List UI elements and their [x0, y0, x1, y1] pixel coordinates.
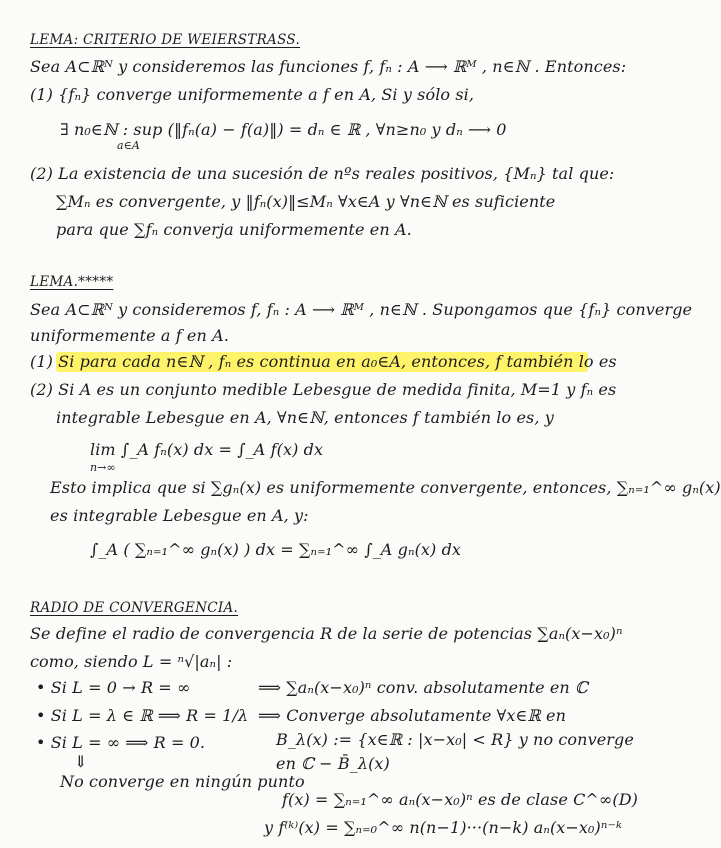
- lema-weierstrass-item-2-cont: ∑Mₙ es convergente, y ‖fₙ(x)‖≤Mₙ ∀x∈A y ∀n∈ℕ es suficiente: [56, 192, 556, 211]
- radio-case-1: • Si L = 0 → R = ∞: [36, 678, 191, 697]
- radio-title: RADIO DE CONVERGENCIA.: [30, 600, 239, 616]
- radio-line-2: como, siendo L = ⁿ√|aₙ| :: [30, 652, 233, 671]
- radio-case-2-ball: B_λ(x) := {x∈ℝ : |x−x₀| < R} y no converge: [276, 730, 634, 749]
- lema-2-line-1: Sea A⊂ℝᴺ y consideremos f, fₙ : A ⟶ ℝᴹ , n∈ℕ . Supongamos que {fₙ} converge: [30, 300, 693, 319]
- radio-case-3-result: No converge en ningún punto: [60, 772, 305, 791]
- radio-derivative-formula: y f⁽ᵏ⁾(x) = ∑ₙ₌₀^∞ n(n−1)···(n−k) aₙ(x−x₀)ⁿ⁻ᵏ: [264, 818, 622, 837]
- lema-weierstrass-item-2: (2) La existencia de una sucesión de nºs reales positivos, {Mₙ} tal que:: [30, 164, 615, 183]
- lema-weierstrass-line-1: Sea A⊂ℝᴺ y consideremos las funciones f, fₙ : A ⟶ ℝᴹ , n∈ℕ . Entonces:: [30, 57, 627, 76]
- radio-case-1-result: ⟹ ∑aₙ(x−x₀)ⁿ conv. absolutamente en ℂ: [258, 678, 588, 697]
- lema-weierstrass-item-1: (1) {fₙ} converge uniformemente a f en A, Si y sólo si,: [30, 85, 475, 104]
- lema-2-title: LEMA.*****: [30, 274, 114, 290]
- lema-2-limit-subscript: n→∞: [90, 461, 116, 474]
- radio-case-2: • Si L = λ ∈ ℝ ⟹ R = 1/λ: [36, 706, 249, 725]
- radio-case-2-result: ⟹ Converge absolutamente ∀x∈ℝ en: [258, 706, 566, 725]
- implies-down-arrow: ⇓: [74, 752, 88, 771]
- lema-2-line-integrable: es integrable Lebesgue en A, y:: [50, 506, 309, 525]
- lema-2-item-2-cont: integrable Lebesgue en A, ∀n∈ℕ, entonces f también lo es, y: [56, 408, 554, 427]
- lema-weierstrass-title: LEMA: CRITERIO DE WEIERSTRASS.: [30, 32, 301, 48]
- lema-2-line-2: uniformemente a f en A.: [30, 326, 229, 345]
- lema-2-line-implica: Esto implica que si ∑gₙ(x) es uniformemente convergente, entonces, ∑ₙ₌₁^∞ gₙ(x): [50, 478, 721, 497]
- lema-2-item-2: (2) Si A es un conjunto medible Lebesgue de medida finita, M=1 y fₙ es: [30, 380, 617, 399]
- radio-case-3: • Si L = ∞ ⟹ R = 0.: [36, 733, 206, 752]
- lema-2-integral-series-formula: ∫_A ( ∑ₙ₌₁^∞ gₙ(x) ) dx = ∑ₙ₌₁^∞ ∫_A gₙ(x) dx: [90, 540, 462, 559]
- radio-case-2-complement: en ℂ − B̄_λ(x): [276, 754, 390, 773]
- lema-2-limit-formula: lim ∫_A fₙ(x) dx = ∫_A f(x) dx: [90, 440, 324, 459]
- lema-2-item-1: (1) Si para cada n∈ℕ , fₙ es continua en a₀∈A, entonces, f también lo es: [30, 352, 617, 371]
- lema-weierstrass-formula: ∃ n₀∈ℕ : sup (‖fₙ(a) − f(a)‖) = dₙ ∈ ℝ , ∀n≥n₀ y dₙ ⟶ 0: [60, 120, 507, 139]
- radio-line-1: Se define el radio de convergencia R de la serie de potencias ∑aₙ(x−x₀)ⁿ: [30, 624, 623, 643]
- radio-function-class: f(x) = ∑ₙ₌₁^∞ aₙ(x−x₀)ⁿ es de clase C^∞(D): [282, 790, 638, 809]
- lema-weierstrass-item-2-end: para que ∑fₙ converja uniformemente en A.: [56, 220, 412, 239]
- lema-weierstrass-sup-subscript: a∈A: [117, 139, 140, 152]
